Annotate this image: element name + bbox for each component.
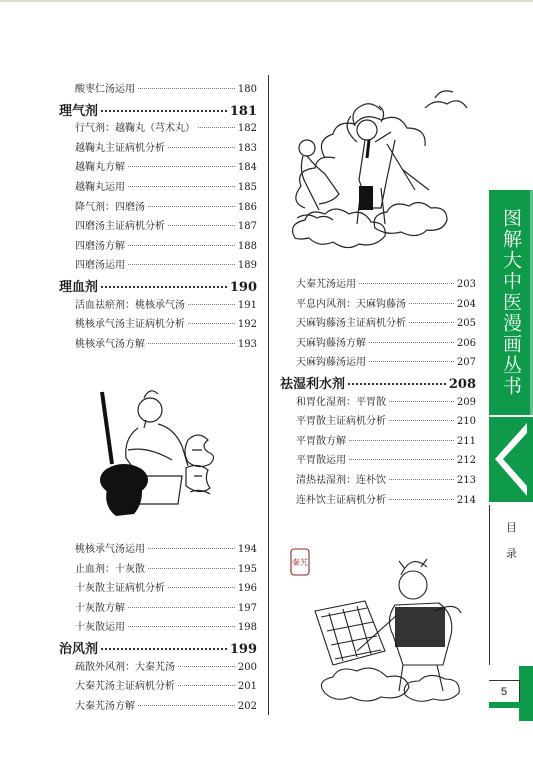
- toc-page: 189: [237, 260, 257, 272]
- toc-page: 205: [456, 318, 476, 330]
- toc-title: 理血剂: [59, 280, 99, 295]
- toc-page: 213: [456, 475, 476, 486]
- toc-entry: [75, 296, 257, 311]
- toc-chapter: [59, 638, 257, 657]
- sidebar: [489, 190, 533, 720]
- toc-leader: [369, 361, 454, 362]
- toc-title: 越鞠丸主证病机分析: [75, 142, 165, 154]
- toc-leader: [188, 304, 235, 305]
- toc-leader: [168, 225, 235, 226]
- column-divider: [268, 75, 269, 715]
- toc-leader: [349, 440, 454, 441]
- toc-page: 208: [448, 377, 476, 392]
- toc-title: 大秦艽汤方解: [75, 700, 135, 712]
- toc-leader: [389, 479, 454, 480]
- toc-leader: [148, 548, 235, 549]
- toc-entry: [75, 119, 257, 134]
- toc-entry: [296, 295, 476, 310]
- toc-page: 191: [237, 299, 257, 311]
- toc-title: 连朴饮主证病机分析: [296, 494, 386, 506]
- toc-page: 187: [237, 221, 257, 233]
- toc-title: 行气剂：越鞠丸（芎术丸）: [75, 123, 195, 135]
- toc-page: 212: [456, 455, 476, 467]
- toc-page: 193: [237, 338, 257, 350]
- page-number: 5: [489, 680, 520, 704]
- toc-entry: [75, 237, 257, 252]
- toc-page: 214: [456, 494, 476, 506]
- toc-leader: [128, 245, 235, 246]
- toc-title: 天麻钩藤汤主证病机分析: [296, 318, 406, 330]
- toc-entry: [296, 314, 476, 329]
- toc-title: 桃核承气汤主证病机分析: [75, 319, 185, 331]
- toc-title: 十灰散主证病机分析: [75, 583, 165, 595]
- toc-title: 酸枣仁汤运用: [75, 84, 135, 95]
- toc-page: 210: [456, 416, 476, 428]
- toc-leader: [168, 147, 235, 148]
- toc-title: 天麻钩藤汤运用: [296, 357, 366, 369]
- toc-leader: [409, 322, 454, 323]
- toc-entry: [75, 560, 257, 575]
- toc-leader: [168, 587, 235, 588]
- toc-title: 清热祛湿剂：连朴饮: [296, 475, 386, 486]
- top-rule: [0, 0, 533, 2]
- toc-entry: [296, 353, 476, 368]
- toc-page: 181: [229, 103, 257, 119]
- immortals-on-cloud-illustration: [285, 78, 480, 268]
- toc-title: 桃核承气汤运用: [75, 544, 145, 555]
- warrior-with-basket-illustration: [285, 545, 485, 715]
- toc-chapter: [280, 373, 476, 392]
- toc-entry: [296, 334, 476, 349]
- toc-leader: [128, 264, 235, 265]
- toc-title: 祛湿利水剂: [280, 377, 346, 392]
- toc-page: 186: [237, 201, 257, 213]
- chevron-left-icon: [489, 417, 533, 502]
- page-accent-bar: [519, 666, 533, 721]
- toc-entry: [75, 540, 257, 555]
- toc-page: 180: [237, 84, 257, 95]
- toc-leader: [188, 323, 235, 324]
- toc-leader: [389, 499, 454, 500]
- toc-entry: [75, 315, 257, 330]
- toc-leader: [178, 666, 235, 667]
- section-label: [489, 505, 533, 665]
- toc-entry: [75, 217, 257, 232]
- toc-entry: [296, 451, 476, 466]
- toc-title: 疏散外风剂：大秦艽汤: [75, 661, 175, 673]
- toc-entry: [296, 275, 476, 290]
- section-char-2: 录: [506, 547, 517, 560]
- toc-title: 十灰散运用: [75, 622, 125, 634]
- toc-chapter: [59, 100, 257, 119]
- toc-leader: [148, 343, 235, 344]
- bottom-accent-bar: [489, 702, 533, 708]
- toc-entry: [75, 599, 257, 614]
- toc-entry: [75, 80, 257, 95]
- toc-leader: [148, 206, 235, 207]
- toc-page: 207: [456, 357, 476, 369]
- toc-leader: [178, 685, 235, 686]
- toc-leader: [349, 459, 454, 460]
- toc-leader: [148, 568, 235, 569]
- toc-title: 越鞠丸方解: [75, 162, 125, 174]
- toc-entry: [296, 432, 476, 447]
- toc-title: 平息内风剂：天麻钩藤汤: [296, 298, 406, 310]
- section-char-1: 目: [506, 521, 517, 534]
- toc-leader: [369, 342, 454, 343]
- toc-entry: [75, 158, 257, 173]
- toc-title: 平胃散方解: [296, 435, 346, 447]
- toc-page: 194: [237, 544, 257, 555]
- toc-title: 活血祛瘀剂：桃核承气汤: [75, 299, 185, 311]
- toc-page: 196: [237, 583, 257, 595]
- toc-page: 204: [456, 298, 476, 310]
- toc-title: 治风剂: [59, 642, 99, 657]
- toc-leader: [409, 303, 454, 304]
- toc-entry: [75, 178, 257, 193]
- toc-title: 止血剂：十灰散: [75, 563, 145, 575]
- toc-page: 211: [456, 435, 476, 447]
- seal-text: 秦艽: [292, 558, 308, 567]
- toc-entry: [75, 139, 257, 154]
- toc-leader: [389, 401, 454, 402]
- toc-title: 和胃化湿剂：平胃散: [296, 396, 386, 408]
- toc-title: 越鞠丸运用: [75, 182, 125, 193]
- toc-entry: [296, 393, 476, 408]
- toc-entry: [75, 579, 257, 594]
- toc-title: 四磨汤方解: [75, 240, 125, 252]
- toc-title: 四磨汤主证病机分析: [75, 221, 165, 233]
- toc-page: 209: [456, 396, 476, 408]
- toc-leader: [389, 420, 454, 421]
- toc-page: 203: [456, 279, 476, 290]
- toc-page: 188: [237, 240, 257, 252]
- toc-leader: [128, 626, 235, 627]
- toc-title: 平胃散运用: [296, 455, 346, 467]
- toc-title: 四磨汤运用: [75, 260, 125, 272]
- toc-leader: [128, 166, 235, 167]
- toc-leader: [359, 283, 454, 284]
- toc-page: 201: [237, 681, 257, 693]
- herbal-pot-illustration: [88, 380, 218, 530]
- series-title-block: [489, 190, 533, 415]
- toc-entry: [75, 618, 257, 633]
- toc-title: 降气剂：四磨汤: [75, 201, 145, 213]
- toc-title: 大秦艽汤运用: [296, 279, 356, 290]
- toc-title: 桃核承气汤方解: [75, 338, 145, 350]
- toc-title: 天麻钩藤汤方解: [296, 337, 366, 349]
- toc-entry: [75, 256, 257, 271]
- toc-entry: [296, 471, 476, 486]
- toc-entry: [75, 198, 257, 213]
- toc-page: 183: [237, 142, 257, 154]
- toc-page: 200: [237, 661, 257, 673]
- toc-title: 理气剂: [59, 103, 99, 119]
- toc-page: 198: [237, 622, 257, 634]
- toc-leader: [101, 648, 227, 650]
- series-title: 图解大中医漫画丛书: [500, 208, 522, 397]
- toc-page: 199: [229, 642, 257, 657]
- toc-leader: [128, 607, 235, 608]
- toc-leader: [101, 110, 227, 112]
- toc-title: 大秦艽汤主证病机分析: [75, 681, 175, 693]
- toc-leader: [138, 705, 235, 706]
- toc-page: 197: [237, 602, 257, 614]
- toc-leader: [101, 286, 227, 288]
- toc-page: 206: [456, 337, 476, 349]
- toc-leader: [348, 383, 446, 385]
- toc-page: 195: [237, 563, 257, 575]
- toc-entry: [75, 658, 257, 673]
- toc-chapter: [59, 276, 257, 295]
- toc-title: 平胃散主证病机分析: [296, 416, 386, 428]
- toc-entry: [75, 677, 257, 692]
- toc-page: 184: [237, 162, 257, 174]
- toc-entry: [296, 412, 476, 427]
- toc-page: 185: [237, 182, 257, 193]
- toc-title: 十灰散方解: [75, 602, 125, 614]
- toc-page: 190: [229, 280, 257, 295]
- toc-leader: [128, 186, 235, 187]
- toc-page: 202: [237, 700, 257, 712]
- toc-leader: [138, 88, 235, 89]
- toc-entry: [75, 697, 257, 712]
- toc-page: 182: [237, 123, 257, 135]
- toc-entry: [75, 335, 257, 350]
- arrow-block: [489, 417, 533, 502]
- toc-entry: [296, 491, 476, 506]
- toc-page: 192: [237, 319, 257, 331]
- toc-leader: [198, 127, 235, 128]
